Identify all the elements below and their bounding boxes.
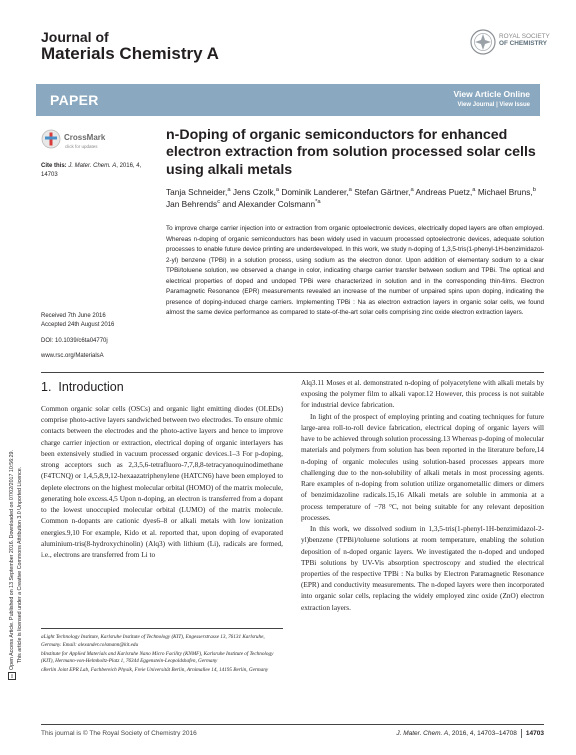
footer-volume-pages: , 2016, 4, 14703–14708 (448, 730, 517, 738)
citation-label: Cite this: (41, 163, 67, 169)
footnote-divider (41, 628, 283, 629)
footer-citation (396, 729, 544, 738)
view-article-online-link[interactable]: View Article Online (453, 89, 530, 99)
author: Jens Czolk,$^a$ (230, 187, 280, 197)
body-paragraph: In this work, we dissolved sodium in 1,3,5-tris(1-phenyl-1H-benzimidazol-2-yl)benzene (TPBi)/toluene solutions at room temperature, enabling the solution deposition of n-doped organic layers. We investigated the n-doped and undoped TPBi solutions by UV-Vis absorption spectroscopy and studied the electrical properties of the respective TPBi : Na bulks by Electron Paramagnetic Resonance (EPR) and conductivity measurements. The n-doped layers were then incorporated into organic solar cells, replacing the widely employed zinc oxide (ZnO) electron extraction layers. (301, 525, 544, 612)
open-access-line2[interactable]: This article is licensed under a Creative Commons Attribution 3.0 Unported Licence. (16, 466, 23, 664)
article-history (41, 312, 156, 361)
journal-url[interactable]: www.rsc.org/MaterialsA (41, 352, 104, 359)
paper-header-bar (36, 84, 540, 116)
paper-label: PAPER (50, 92, 99, 108)
journal-title-line1: Journal of (41, 29, 109, 45)
received-date: Received 7th June 2016 (41, 313, 106, 319)
section-heading (41, 380, 124, 394)
creative-commons-icon[interactable]: cc (8, 674, 14, 678)
author: Jan Behrends$^c$ (166, 199, 221, 210)
footer-journal: J. Mater. Chem. A (396, 730, 449, 738)
rsc-logo-text (499, 33, 550, 48)
rsc-logo[interactable] (470, 27, 550, 59)
affiliation-b: bInstitute for Applied Materials and Karlsruhe Nano Micro Facility (KNMF), Karlsruhe Institute of Technology (KIT), Hermann-von-Helmholtz-Platz 1, 76344 Eggenstein-Leopoldshafen, Germany (41, 650, 274, 665)
citation-journal: J. Mater. Chem. A (68, 163, 117, 169)
doi[interactable]: DOI: 10.1039/c6ta04770j (41, 337, 108, 344)
author-list (166, 186, 544, 211)
crossmark-subtext: click for updates (65, 144, 98, 149)
section-divider (41, 372, 544, 373)
page-number: 14703 (525, 730, 544, 738)
crossmark-badge[interactable] (41, 129, 121, 153)
body-paragraph: In light of the prospect of employing printing and coating techniques for future large-area roll-to-roll device fabrication, electrical doping of organic layers will have to be achieved through solution processing.13 Whereas p-doping of molecular materials and polymers from solution has been reported in the literature before,14 n-doping of organic molecules using solution-based processes appears more challenging due to the non-solubility of alkali metals in most processing agents. Rare examples of n-doping from solution utilize organometallic dimers or dimers of benzimidazoline radicals.15,16 Alkali metals are soluble in ammonia at a process temperature of −78 °C, not being suitable for any relevant deposition processes. (301, 412, 544, 522)
author: Michael Bruns,$^b$ (475, 187, 536, 197)
author: Stefan Gärtner,$^a$ (351, 187, 414, 197)
citation (41, 162, 151, 180)
abstract: To improve charge carrier injection into or extraction from organic optoelectronic devices, electrically doped layers are often employed. Whereas n-doping of organic semiconductors has been widely used in vacuum processed optoelectronic devices, adequate solution processes to enable future device printing are underdeveloped. In this work, we study n-doping of 1,3,5-tris(1-phenyl-1H-benzimidazol-2-yl) benzene (TPBi) in a solution process, using sodium as the electron donor. Upon addition of elementary sodium to a clear TPBi/toluene solution, we observed a change in color, indicating charge carrier transfer between sodium and TPBi. The optical and electrical properties of doped and undoped TPBi were characterized in solution and in the corresponding thin-films. Electron Paramagnetic Resonance (EPR) measurements revealed an increase of the number of unpaired spins upon doping, indicating the presence of doping-induced charge carriers. Implementing TPBi : Na as electron extraction layers in organic solar cells, we found almost the same device performance as compared to state-of-the-art solar cells comprising zinc oxide electron extraction layers. (166, 225, 544, 317)
article-title: n-Doping of organic semiconductors for enhanced electron extraction from solution processed solar cells using alkali metals (166, 127, 536, 178)
affiliation-footnotes (41, 634, 283, 675)
author: Dominik Landerer,$^a$ (279, 187, 352, 197)
view-journal-issue-link[interactable]: View Journal | View Issue (457, 102, 530, 108)
copyright-notice: This journal is © The Royal Society of Chemistry 2016 (41, 730, 197, 737)
journal-title (41, 30, 219, 63)
body-paragraph: Common organic solar cells (OSCs) and organic light emitting diodes (OLEDs) comprise photo-active layers sandwiched between two electrodes. To ensure ohmic contacts between the electrodes and the photo-active layers and hence to improve charge carrier injection or extraction, electrical doping of organic interlayers has been extensively studied in vacuum processed organic devices.1–3 For p-doping, strong acceptors such as 2,3,5,6-tetrafluoro-7,7,8,8-tetracyanoquinodimethane (F4TCNQ) or 1,4,5,8,9,12-hexaazatriphenylene (HATCN6) have been employed to deplete electrons on the highest molecular orbital (HOMO) of the matrix molecule, generating hole excess.4,5 Upon n-doping, an electron is transferred from a dopant to the lowest unoccupied molecular orbital (LUMO) of the matrix molecule. Common n-dopants are cationic dyes6–8 or alkali metals with low ionization energies.9,10 For example, Kido et al. reported that, upon doping of evaporated aluminium-tris(8-hydroxychinolin) (Alq3) with lithium (Li), radicals are formed, i.e., electrons are transferred from Li to (41, 405, 283, 560)
footer-divider (41, 724, 544, 725)
open-access-side-note (3, 448, 29, 682)
author: and Alexander Colsmann$^{*a}$ (220, 199, 321, 210)
journal-title-line2: Materials Chemistry A (41, 43, 219, 63)
citation-rest: , 2016, 4, 14703 (41, 163, 142, 178)
accepted-date: Accepted 24th August 2016 (41, 322, 115, 329)
rsc-logo-line1: ROYAL SOCIETY (499, 33, 550, 40)
crossmark-icon (41, 129, 61, 149)
affiliation-a: aLight Technology Institute, Karlsruhe Institute of Technology (KIT), Engesserstrasse 13, 76131 Karlsruhe, Germany. Email: alexander.colsmann@kit.edu (41, 634, 265, 648)
body-paragraph: Alq3.11 Moses et al. demonstrated n-doping of polyacetylene with alkali metals by exposing the polymer film to alkali vapor.12 However, this process is not suitable for industrial device fabrication. (301, 379, 544, 410)
rsc-logo-line2: OF CHEMISTRY (499, 40, 548, 48)
author: Tanja Schneider,$^a$ (166, 187, 231, 197)
section-title: Introduction (58, 380, 124, 394)
left-column (41, 404, 283, 561)
open-access-line1: ccOpen Access Article. Published on 13 September 2016. Downloaded on 07/02/2017 10:56:29. (8, 450, 16, 678)
author: Andreas Puetz,$^a$ (413, 187, 476, 197)
right-column (301, 378, 544, 614)
section-number: 1. (41, 380, 52, 394)
rsc-crest-icon (470, 29, 496, 55)
affiliation-c: cBerlin Joint EPR Lab, Fachbereich Physik, Freie Universität Berlin, Arnimallee 14, 14195 Berlin, Germany (41, 667, 269, 674)
crossmark-name: CrossMark (64, 133, 106, 142)
